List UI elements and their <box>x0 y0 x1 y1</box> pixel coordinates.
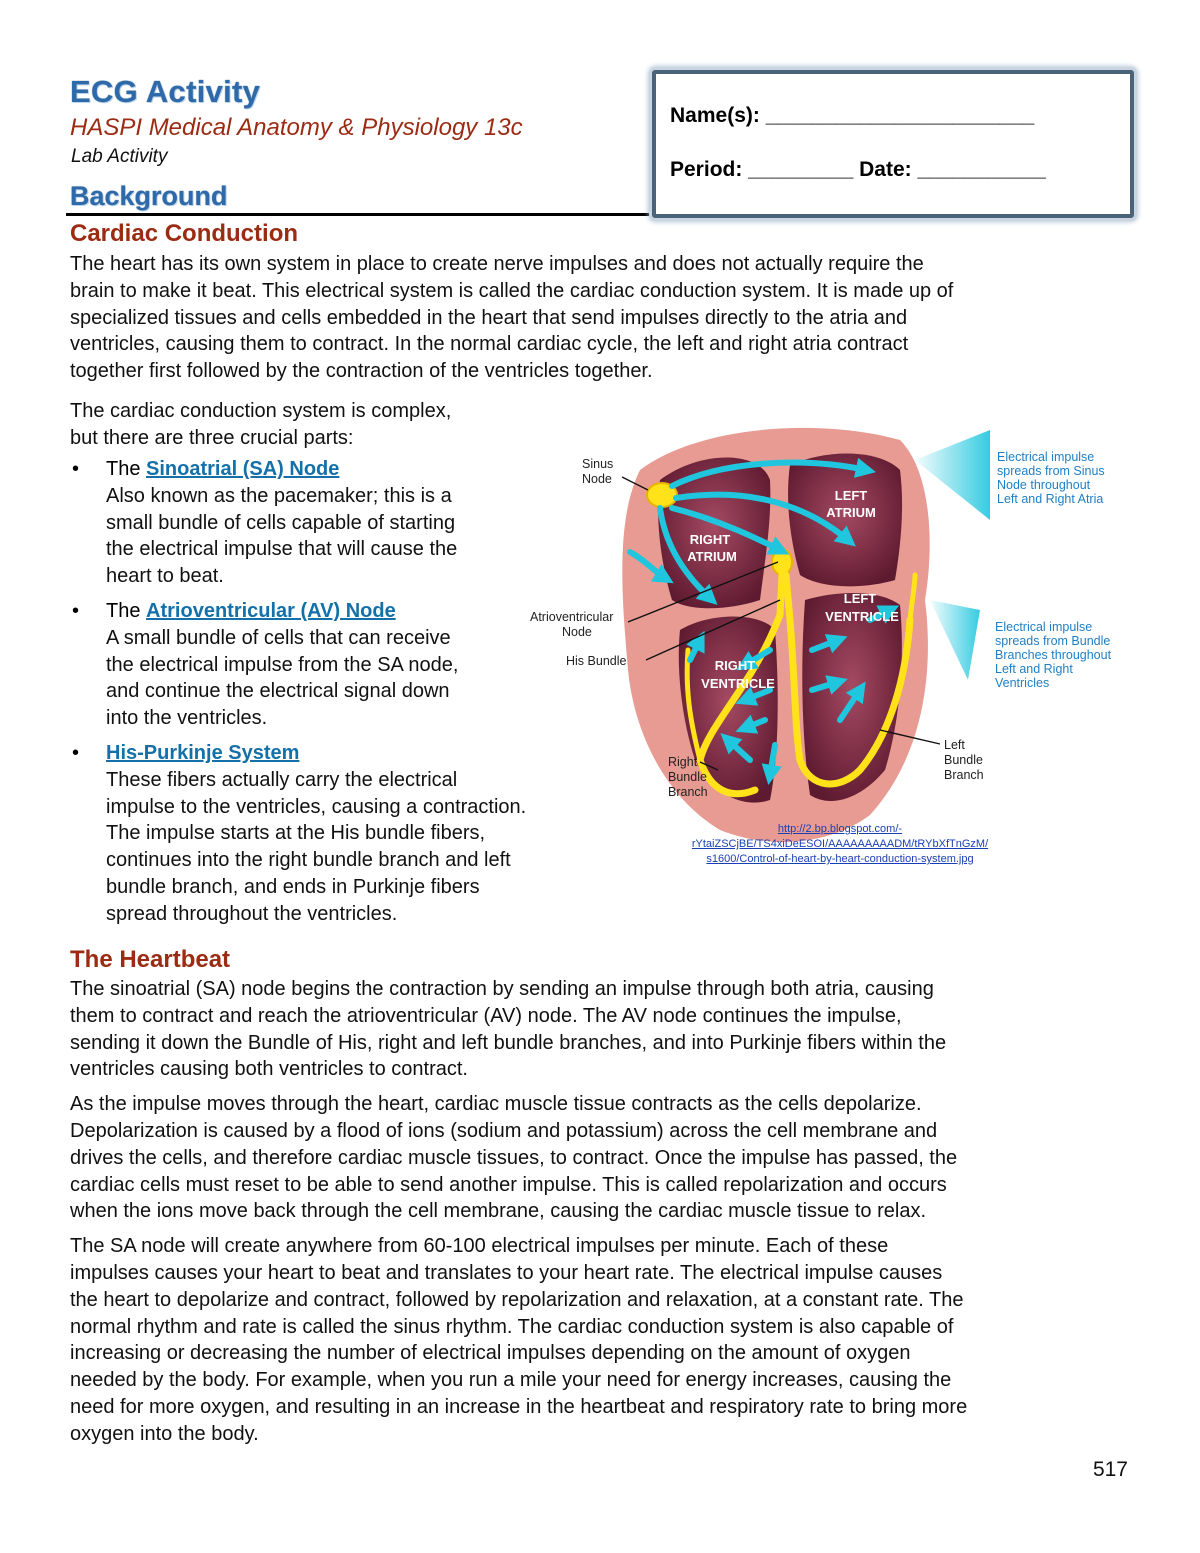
heartbeat-paragraph-3 <box>70 1233 1160 1447</box>
text-line: impulse to the ventricles, causing a contraction. <box>106 795 527 818</box>
right-bundle-label-2: Bundle <box>668 770 707 784</box>
text-line: The cardiac conduction system is complex, <box>70 400 452 422</box>
atria-note-2: spreads from Sinus <box>997 464 1105 478</box>
right-bundle-label-3: Branch <box>668 785 708 799</box>
text-line: As the impulse moves through the heart, cardiac muscle tissue contracts as the cells depolarize. <box>70 1093 922 1116</box>
text-line: heart to beat. <box>106 565 224 588</box>
atria-note: Electrical impulse <box>997 450 1095 464</box>
period-date-field[interactable]: Period: _________ Date: ___________ <box>670 158 1046 181</box>
text-line: sending it down the Bundle of His, right and left bundle branches, and into Purkinje fibers within the <box>70 1031 947 1054</box>
text-line: the electrical impulse that will cause the <box>106 538 458 561</box>
credit-line: s1600/Control-of-heart-by-heart-conduction-system.jpg <box>706 853 974 865</box>
text-line: need for more oxygen, and resulting in an increase in the heartbeat and respiratory rate to bring more <box>70 1395 968 1418</box>
text-line: when the ions move back through the cell membrane, causing the cardiac muscle tissue to relax. <box>70 1200 926 1223</box>
ventricles-beam <box>930 600 980 680</box>
bullet-icon: • <box>72 458 80 480</box>
text-line: bundle branch, and ends in Purkinje fibers <box>106 875 480 898</box>
image-credit-link[interactable] <box>640 822 1040 867</box>
cardiac-conduction-paragraph <box>70 251 1150 385</box>
left-ventricle-label: LEFT <box>843 591 877 606</box>
course-subtitle: HASPI Medical Anatomy & Physiology 13c <box>70 114 523 141</box>
text-line: ventricles, causing them to contract. In the normal cardiac cycle, the left and right atria contract <box>70 333 909 356</box>
text-line: the heart to depolarize and contract, followed by repolarization and relaxation, at a constant rate. The <box>70 1288 964 1311</box>
text-line: the electrical impulse from the SA node, <box>106 653 459 676</box>
text-line: oxygen into the body. <box>70 1422 259 1445</box>
av-node-link[interactable]: Atrioventricular (AV) Node <box>146 599 396 622</box>
left-atrium-label-2: ATRIUM <box>826 505 876 520</box>
left-bundle-label-2: Bundle <box>944 753 983 767</box>
text-line: cardiac cells must reset to be able to send another impulse. This is called repolarization and occurs <box>70 1173 947 1196</box>
activity-type-label: Lab Activity <box>71 146 168 167</box>
heart-conduction-diagram <box>520 424 1140 864</box>
his-purkinje-link[interactable]: His-Purkinje System <box>106 741 300 764</box>
bullet-prefix: The <box>106 599 147 622</box>
page-title: ECG Activity <box>70 74 261 109</box>
av-node-label-2: Node <box>562 625 592 639</box>
ventricles-note-5: Ventricles <box>995 676 1050 690</box>
atria-note-3: Node throughout <box>997 478 1091 492</box>
text-line: into the ventricles. <box>106 707 268 730</box>
sinus-node-label: Sinus <box>582 457 614 471</box>
left-ventricle-label-2: VENTRICLE <box>825 609 899 624</box>
his-bundle-label: His Bundle <box>566 654 627 668</box>
sinus-node-label-2: Node <box>582 472 612 486</box>
text-line: drives the cells, and therefore cardiac muscle tissues, to contract. Once the impulse has passed, the <box>70 1146 958 1169</box>
bullet-prefix: The <box>106 458 147 480</box>
name-field[interactable]: Name(s): _______________________ <box>670 104 1035 127</box>
ventricles-note-3: Branches throughout <box>995 648 1112 662</box>
left-bundle-label-3: Branch <box>944 768 984 782</box>
text-line: needed by the body. For example, when you run a mile your need for energy increases, causing the <box>70 1369 952 1392</box>
text-line: and continue the electrical signal down <box>106 680 450 703</box>
heartbeat-heading: The Heartbeat <box>70 946 231 973</box>
text-line: Also known as the pacemaker; this is a <box>106 484 452 507</box>
heartbeat-body <box>70 976 1160 1448</box>
text-line: specialized tissues and cells embedded in the heart that send impulses directly to the atria and <box>70 306 908 329</box>
text-line: continues into the right bundle branch and left <box>106 849 511 872</box>
credit-line: http://2.bp.blogspot.com/- <box>777 823 903 835</box>
bullet-icon: • <box>72 741 80 764</box>
text-line: together first followed by the contraction of the ventricles together. <box>70 360 653 383</box>
text-line: Depolarization is caused by a flood of ions (sodium and potassium) across the cell membrane and <box>70 1119 938 1142</box>
text-line: brain to make it beat. This electrical system is called the cardiac conduction system. It is made up of <box>70 279 954 302</box>
right-atrium-label: RIGHT <box>689 532 731 547</box>
sa-node-link[interactable]: Sinoatrial (SA) Node <box>146 458 340 480</box>
left-atrium-label: LEFT <box>834 488 868 503</box>
credit-line: rYtaiZSCjBE/TS4xiDeESOI/AAAAAAAAADM/tRYbXfTnGzM/ <box>691 838 989 850</box>
text-line: The SA node will create anywhere from 60-100 electrical impulses per minute. Each of these <box>70 1235 889 1258</box>
text-line: impulses causes your heart to beat and translates to your heart rate. The electrical impulse causes <box>70 1261 943 1284</box>
text-line: small bundle of cells capable of starting <box>106 511 456 534</box>
right-ventricle-label: RIGHT <box>714 658 756 673</box>
heartbeat-paragraph-1 <box>70 976 1160 1083</box>
cardiac-conduction-heading: Cardiac Conduction <box>70 220 299 247</box>
left-bundle-label: Left <box>944 738 965 752</box>
text-line: spread throughout the ventricles. <box>106 902 398 925</box>
ventricles-note-4: Left and Right <box>995 662 1073 676</box>
text-line: The sinoatrial (SA) node begins the contraction by sending an impulse through both atria, causing <box>70 978 934 1000</box>
av-node <box>772 549 792 575</box>
page-number: 517 <box>1092 1458 1128 1481</box>
text-line: The heart has its own system in place to create nerve impulses and does not actually require the <box>70 253 924 275</box>
conduction-intro <box>70 398 570 452</box>
atria-note-4: Left and Right Atria <box>997 492 1104 506</box>
ventricles-note: Electrical impulse <box>995 620 1093 634</box>
text-line: them to contract and reach the atrioventricular (AV) node. The AV node continues the impulse, <box>70 1004 902 1027</box>
ventricles-note-2: spreads from Bundle <box>995 634 1111 648</box>
heartbeat-paragraph-2 <box>70 1091 1160 1225</box>
av-node-label: Atrioventricular <box>530 610 614 624</box>
right-atrium-label-2: ATRIUM <box>687 549 737 564</box>
text-line: ventricles causing both ventricles to contract. <box>70 1058 468 1081</box>
text-line: normal rhythm and rate is called the sinus rhythm. The cardiac conduction system is also capable of <box>70 1315 954 1338</box>
text-line: increasing or decreasing the number of electrical impulses depending on the amount of oxygen <box>70 1342 911 1365</box>
bullet-icon: • <box>72 599 80 622</box>
text-line: These fibers actually carry the electrical <box>106 768 458 791</box>
right-bundle-label: Right <box>668 755 698 769</box>
text-line: A small bundle of cells that can receive <box>106 626 451 649</box>
background-heading: Background <box>70 181 228 211</box>
text-line: but there are three crucial parts: <box>70 426 354 449</box>
student-info-box <box>652 70 1134 218</box>
text-line: The impulse starts at the His bundle fibers, <box>106 822 486 845</box>
right-ventricle-label-2: VENTRICLE <box>701 676 775 691</box>
